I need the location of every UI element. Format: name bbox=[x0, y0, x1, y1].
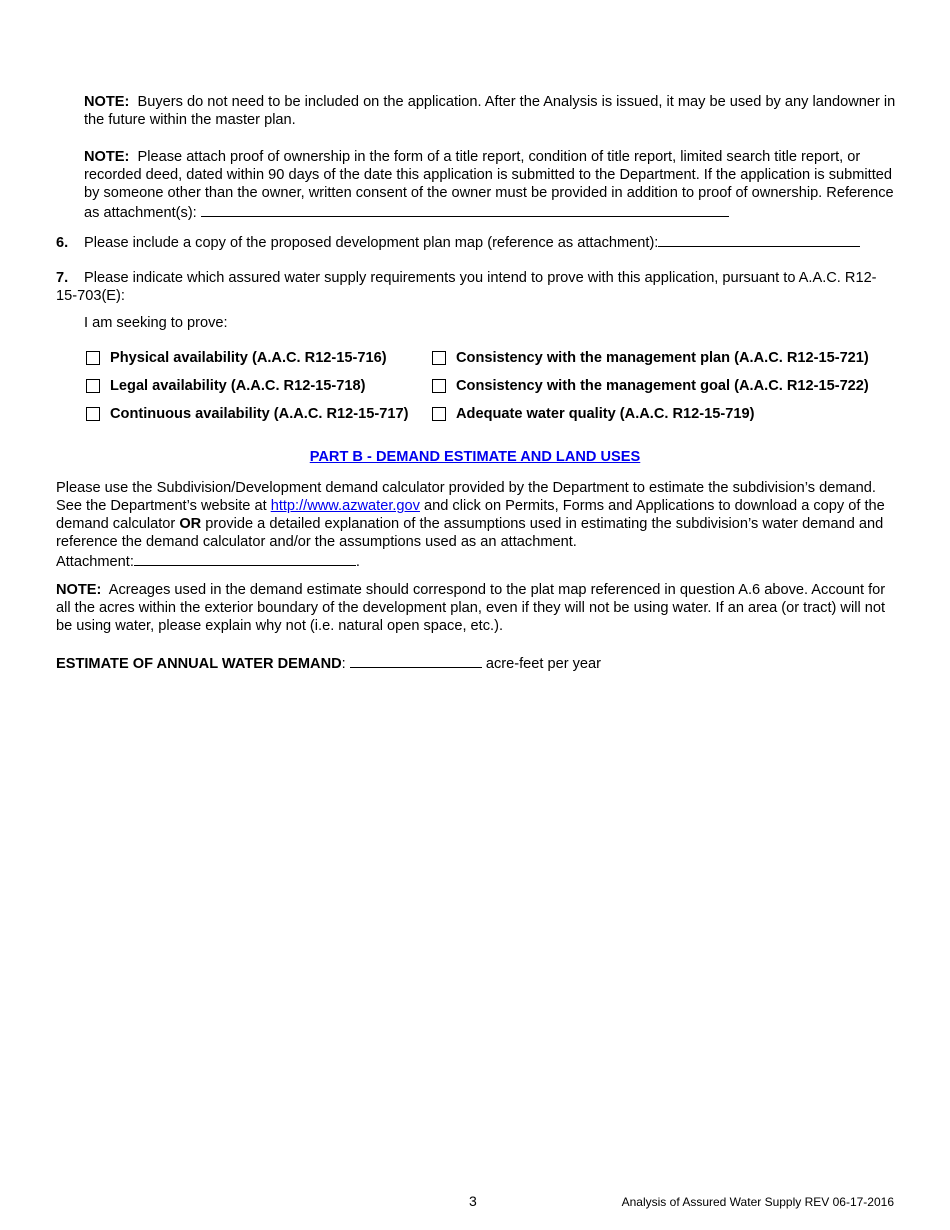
checkbox-label: Adequate water quality (A.A.C. R12-15-719) bbox=[456, 406, 755, 422]
estimate-label: ESTIMATE OF ANNUAL WATER DEMAND bbox=[56, 656, 342, 672]
note-buyers bbox=[84, 93, 899, 129]
note-text: Acreages used in the demand estimate should correspond to the plat map referenced in question A.6 above. Account for all the acres within the exterior boundary of the development plan, even if they will not be using water. If an area (or tract) will not be using water, please explain why not (i.e. natural open space, etc.). bbox=[56, 582, 886, 634]
checkbox-label: Continuous availability (A.A.C. R12-15-717) bbox=[110, 406, 409, 422]
checkbox-box[interactable] bbox=[86, 407, 100, 421]
checkbox-box[interactable] bbox=[432, 351, 446, 365]
checkbox-physical-availability[interactable] bbox=[86, 349, 387, 367]
checkbox-box[interactable] bbox=[432, 379, 446, 393]
checkbox-label: Legal availability (A.A.C. R12-15-718) bbox=[110, 378, 366, 394]
question-7 bbox=[56, 269, 896, 305]
paragraph-text: provide a detailed explanation of the assumptions used in estimating the subdivision’s water demand and reference the demand calculator and/or the assumptions used as an attachment. bbox=[56, 516, 884, 550]
part-b-heading[interactable]: PART B - DEMAND ESTIMATE AND LAND USES bbox=[309, 449, 641, 465]
azwater-link[interactable]: http://www.azwater.gov bbox=[270, 498, 420, 514]
plan-map-attachment-field[interactable] bbox=[658, 232, 860, 247]
note-text: Buyers do not need to be included on the application. After the Analysis is issued, it may be used by any landowner in the future within the master plan. bbox=[84, 94, 896, 128]
revision-footer: Analysis of Assured Water Supply REV 06-17-2016 bbox=[621, 1195, 894, 1209]
estimate-colon: : bbox=[341, 656, 346, 672]
checkbox-management-plan[interactable] bbox=[432, 349, 869, 367]
demand-attachment-field[interactable] bbox=[134, 551, 356, 566]
note-label: NOTE: bbox=[56, 582, 102, 598]
paragraph-text: Please use the Subdivision/Development demand calculator provided by the Department to estimate the subdivision’s demand. See the Department’s website at bbox=[56, 480, 876, 514]
demand-calculator-paragraph bbox=[56, 479, 901, 571]
checkbox-box[interactable] bbox=[86, 351, 100, 365]
question-6 bbox=[56, 232, 896, 252]
page-number: 3 bbox=[469, 1193, 477, 1209]
checkbox-water-quality[interactable] bbox=[432, 405, 754, 423]
annual-demand-estimate bbox=[56, 653, 601, 673]
checkbox-management-goal[interactable] bbox=[432, 377, 869, 395]
checkbox-label: Consistency with the management goal (A.A.C. R12-15-722) bbox=[456, 378, 869, 394]
estimate-units: acre-feet per year bbox=[485, 656, 602, 672]
paragraph-text: and click on Permits, Forms and Applications to download a copy of the demand calculator bbox=[56, 498, 885, 532]
attachment-label: Attachment: bbox=[56, 554, 134, 570]
note-text: Please attach proof of ownership in the form of a title report, condition of title report, limited search title report, or recorded deed, dated within 90 days of the date this application is submitted to the Department. If the application is submitted by someone other than the owner, written consent of the owner must be provided in addition to proof of ownership. Reference as attachment(s): bbox=[84, 149, 894, 221]
checkbox-label: Consistency with the management plan (A.A.C. R12-15-721) bbox=[456, 350, 869, 366]
question-number: 7. bbox=[56, 270, 69, 286]
checkbox-legal-availability[interactable] bbox=[86, 377, 365, 395]
note-ownership bbox=[84, 148, 899, 222]
attachment-period: . bbox=[355, 554, 360, 570]
checkbox-label: Physical availability (A.A.C. R12-15-716) bbox=[110, 350, 387, 366]
note-acreages bbox=[56, 581, 901, 635]
question-text: Please indicate which assured water supply requirements you intend to prove with this application, pursuant to A.A.C. R12-15-703(E): bbox=[56, 270, 877, 304]
checkbox-box[interactable] bbox=[432, 407, 446, 421]
seeking-label: I am seeking to prove: bbox=[84, 315, 228, 331]
annual-demand-field[interactable] bbox=[350, 653, 482, 668]
question-number: 6. bbox=[56, 235, 69, 251]
or-emphasis: OR bbox=[179, 516, 202, 532]
question-text: Please include a copy of the proposed development plan map (reference as attachment): bbox=[84, 235, 659, 251]
note-label: NOTE: bbox=[84, 94, 130, 110]
checkbox-continuous-availability[interactable] bbox=[86, 405, 408, 423]
note-label: NOTE: bbox=[84, 149, 130, 165]
checkbox-box[interactable] bbox=[86, 379, 100, 393]
ownership-attachment-field[interactable] bbox=[201, 202, 729, 217]
